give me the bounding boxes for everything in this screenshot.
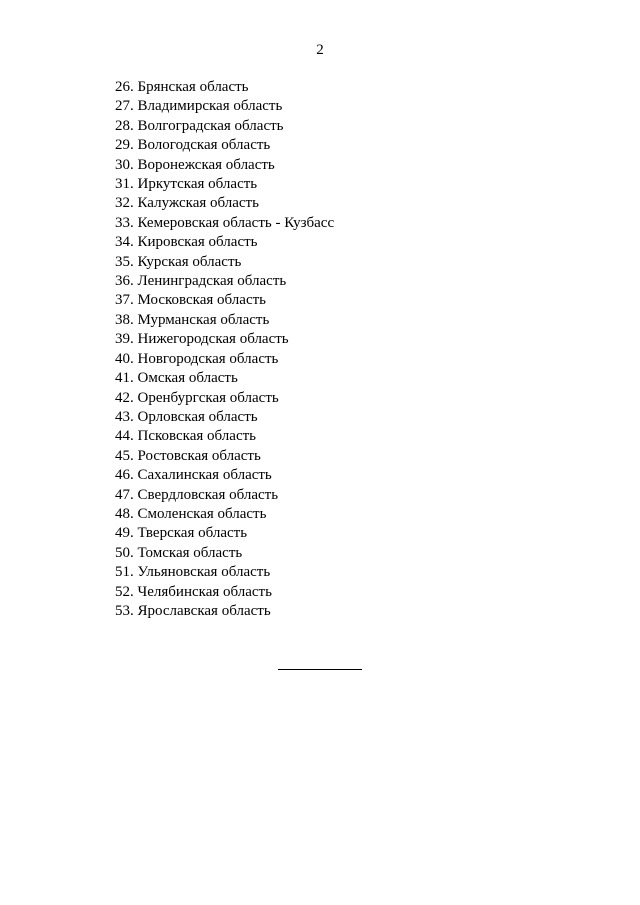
list-item: 29. Вологодская область (115, 137, 271, 154)
list-item: 42. Оренбургская область (115, 389, 279, 406)
list-item: 52. Челябинская область (115, 583, 272, 600)
list-item: 44. Псковская область (115, 428, 256, 445)
list-item: 26. Брянская область (115, 79, 249, 95)
list-item: 40. Новгородская область (115, 350, 279, 367)
list-item: 48. Смоленская область (115, 505, 267, 522)
list-item: 45. Ростовская область (115, 447, 261, 464)
list-item: 46. Сахалинская область (115, 467, 272, 484)
list-item: 49. Тверская область (115, 525, 248, 542)
list-item: 39. Нижегородская область (115, 331, 289, 348)
list-item: 37. Московская область (115, 292, 266, 309)
list-item: 31. Иркутская область (115, 176, 258, 193)
end-divider (278, 669, 362, 670)
list-item: 47. Свердловская область (115, 486, 279, 503)
region-list (115, 78, 334, 621)
list-item: 34. Кировская область (115, 234, 258, 251)
page-number: 2 (316, 42, 324, 58)
list-item: 27. Владимирская область (115, 98, 283, 115)
list-item: 53. Ярославская область (115, 602, 271, 619)
list-item: 30. Воронежская область (115, 156, 275, 173)
list-item: 38. Мурманская область (115, 311, 270, 328)
list-item: 43. Орловская область (115, 408, 258, 425)
list-item: 50. Томская область (115, 544, 243, 561)
list-item: 32. Калужская область (115, 195, 259, 212)
list-item: 35. Курская область (115, 253, 242, 270)
list-item: 33. Кемеровская область - Кузбасс (115, 214, 335, 231)
list-item: 28. Волгоградская область (115, 117, 284, 134)
list-item: 41. Омская область (115, 370, 238, 387)
list-item: 36. Ленинградская область (115, 273, 287, 290)
list-item: 51. Ульяновская область (115, 564, 271, 581)
